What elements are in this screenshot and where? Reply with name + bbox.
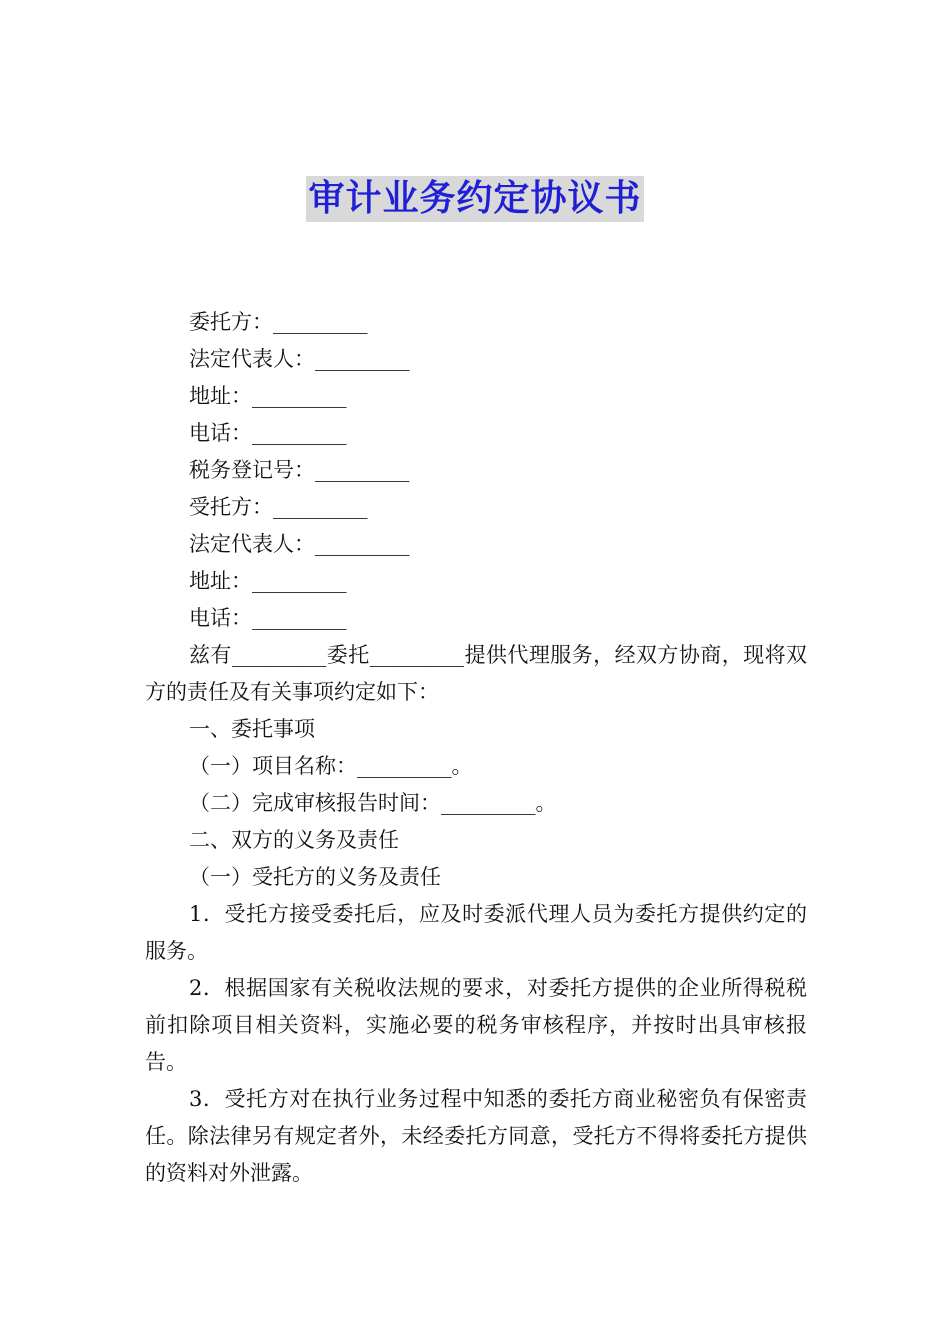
field-agent-address: 地址：_________ bbox=[189, 569, 347, 593]
title-container bbox=[0, 176, 950, 222]
document-title: 审计业务约定协议书 bbox=[306, 176, 643, 222]
field-agent: 受托方：_________ bbox=[189, 495, 368, 519]
section1-heading: 一、委托事项 bbox=[189, 717, 315, 741]
field-client-phone: 电话：_________ bbox=[189, 421, 347, 445]
section2-paragraph-3: 3．受托方对在执行业务过程中知悉的委托方商业秘密负有保密责任。除法律另有规定者外，未经委托方同意，受托方不得将委托方提供的资料对外泄露。 bbox=[145, 1087, 807, 1185]
section2-sub-heading: （一）受托方的义务及责任 bbox=[189, 865, 441, 889]
section1-item-report-time: （二）完成审核报告时间：_________。 bbox=[189, 791, 557, 815]
field-client-address: 地址：_________ bbox=[189, 384, 347, 408]
section1-item-project-name: （一）项目名称：_________。 bbox=[189, 754, 473, 778]
intro-paragraph: 兹有_________委托_________提供代理服务，经双方协商，现将双方的责任及有关事项约定如下： bbox=[145, 643, 807, 704]
section2-heading: 二、双方的义务及责任 bbox=[189, 828, 399, 852]
field-client: 委托方：_________ bbox=[189, 310, 368, 334]
section2-paragraph-1: 1．受托方接受委托后，应及时委派代理人员为委托方提供约定的服务。 bbox=[145, 902, 807, 963]
field-agent-legal-rep: 法定代表人：_________ bbox=[189, 532, 410, 556]
document-body bbox=[145, 304, 807, 1192]
section2-paragraph-2: 2．根据国家有关税收法规的要求，对委托方提供的企业所得税税前扣除项目相关资料，实施必要的税务审核程序，并按时出具审核报告。 bbox=[145, 976, 807, 1074]
field-client-legal-rep: 法定代表人：_________ bbox=[189, 347, 410, 371]
field-tax-registration: 税务登记号：_________ bbox=[189, 458, 410, 482]
field-agent-phone: 电话：_________ bbox=[189, 606, 347, 630]
